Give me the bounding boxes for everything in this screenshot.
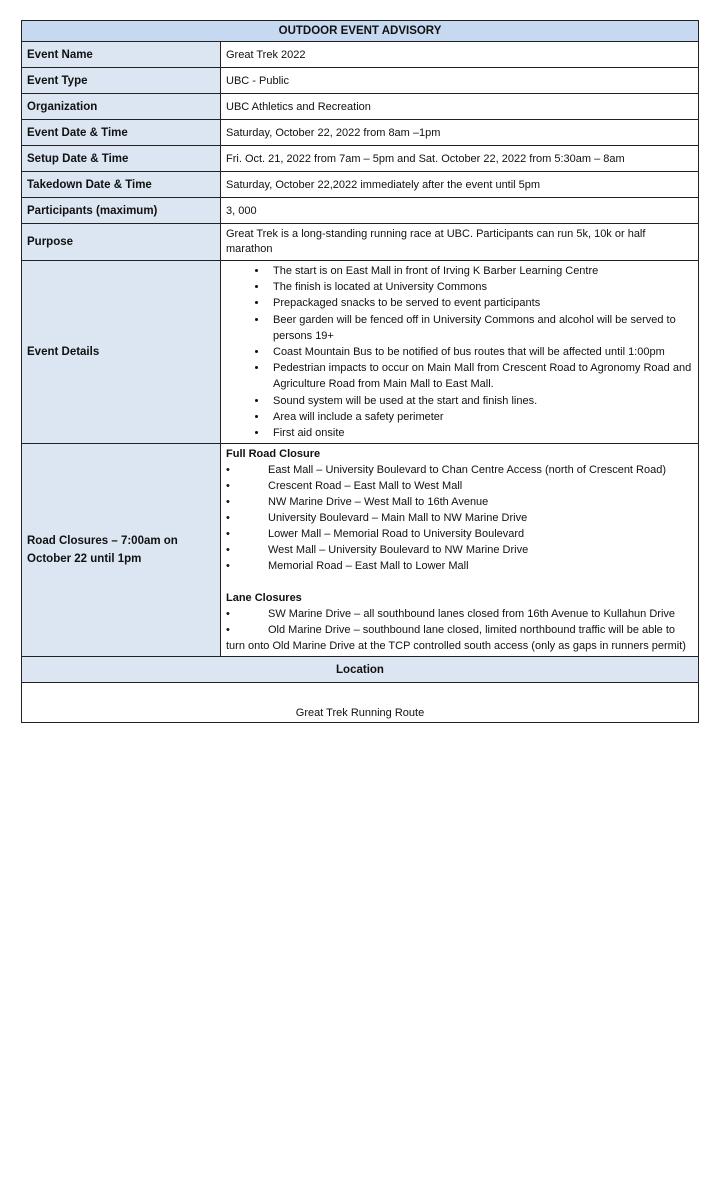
full-closure-item: • Crescent Road – East Mall to West Mall <box>226 480 463 493</box>
full-closure-heading: Full Road Closure <box>226 448 321 461</box>
label-takedown-date: Takedown Date & Time <box>22 172 221 198</box>
bullet-icon: • <box>226 528 230 541</box>
label-event-name: Event Name <box>22 42 221 68</box>
bullet-icon: • <box>226 512 230 525</box>
value-event-type: UBC - Public <box>221 68 699 94</box>
value-takedown-date: Saturday, October 22,2022 immediately after the event until 5pm <box>221 172 699 198</box>
label-road-closures: Road Closures – 7:00am on October 22 until 1pm <box>22 444 221 657</box>
detail-item: • The finish is located at University Commons <box>268 279 693 295</box>
bullet-icon: • <box>226 464 230 477</box>
detail-item: • Sound system will be used at the start and finish lines. <box>268 393 693 409</box>
full-closure-item: • Lower Mall – Memorial Road to University Boulevard <box>226 528 525 541</box>
advisory-table <box>21 20 699 723</box>
detail-item: • First aid onsite <box>268 425 693 441</box>
bullet-icon: • <box>226 480 230 493</box>
detail-item: • Coast Mountain Bus to be notified of bus routes that will be affected until 1:00pm <box>268 344 693 360</box>
label-event-date: Event Date & Time <box>22 120 221 146</box>
value-participants: 3, 000 <box>221 198 699 224</box>
label-event-details: Event Details <box>22 261 221 444</box>
location-heading: Location <box>22 657 699 683</box>
value-event-date: Saturday, October 22, 2022 from 8am –1pm <box>221 120 699 146</box>
lane-closure-heading: Lane Closures <box>226 592 302 605</box>
full-closure-item: • West Mall – University Boulevard to NW Marine Drive <box>226 544 529 557</box>
value-organization: UBC Athletics and Recreation <box>221 94 699 120</box>
value-event-name: Great Trek 2022 <box>221 42 699 68</box>
detail-item: • Area will include a safety perimeter <box>268 409 693 425</box>
label-participants: Participants (maximum) <box>22 198 221 224</box>
bullet-icon: • <box>226 608 230 621</box>
bullet-icon: • <box>226 560 230 573</box>
label-purpose: Purpose <box>22 224 221 261</box>
lane-closure-item: • Old Marine Drive – southbound lane closed, limited northbound traffic will be able to turn onto Old Marine Drive at the TCP controlled south access (only as gaps in runners permit) <box>226 624 686 653</box>
route-caption: Great Trek Running Route <box>22 683 699 723</box>
advisory-title: OUTDOOR EVENT ADVISORY <box>22 21 699 42</box>
detail-item: • The start is on East Mall in front of Irving K Barber Learning Centre <box>268 263 693 279</box>
value-setup-date: Fri. Oct. 21, 2022 from 7am – 5pm and Sat. October 22, 2022 from 5:30am – 8am <box>221 146 699 172</box>
detail-item: • Beer garden will be fenced off in University Commons and alcohol will be served to persons 19+ <box>268 312 693 344</box>
bullet-icon: • <box>226 544 230 557</box>
label-organization: Organization <box>22 94 221 120</box>
bullet-icon: • <box>226 624 230 637</box>
detail-item: • Prepackaged snacks to be served to event participants <box>268 295 693 311</box>
road-closures-cell <box>221 444 699 657</box>
event-details-list <box>226 263 693 441</box>
label-event-type: Event Type <box>22 68 221 94</box>
full-closure-item: • NW Marine Drive – West Mall to 16th Avenue <box>226 496 489 509</box>
detail-item: • Pedestrian impacts to occur on Main Mall from Crescent Road to Agronomy Road and Agriculture Road from Main Mall to East Mall. <box>268 360 693 392</box>
full-closure-item: • East Mall – University Boulevard to Chan Centre Access (north of Crescent Road) <box>226 464 667 477</box>
bullet-icon: • <box>226 496 230 509</box>
label-setup-date: Setup Date & Time <box>22 146 221 172</box>
event-details-list-cell <box>221 261 699 444</box>
lane-closure-item: • SW Marine Drive – all southbound lanes closed from 16th Avenue to Kullahun Drive <box>226 608 676 621</box>
value-purpose: Great Trek is a long-standing running race at UBC. Participants can run 5k, 10k or half marathon <box>221 224 699 261</box>
full-closure-item: • University Boulevard – Main Mall to NW Marine Drive <box>226 512 528 525</box>
full-closure-item: • Memorial Road – East Mall to Lower Mall <box>226 560 469 573</box>
